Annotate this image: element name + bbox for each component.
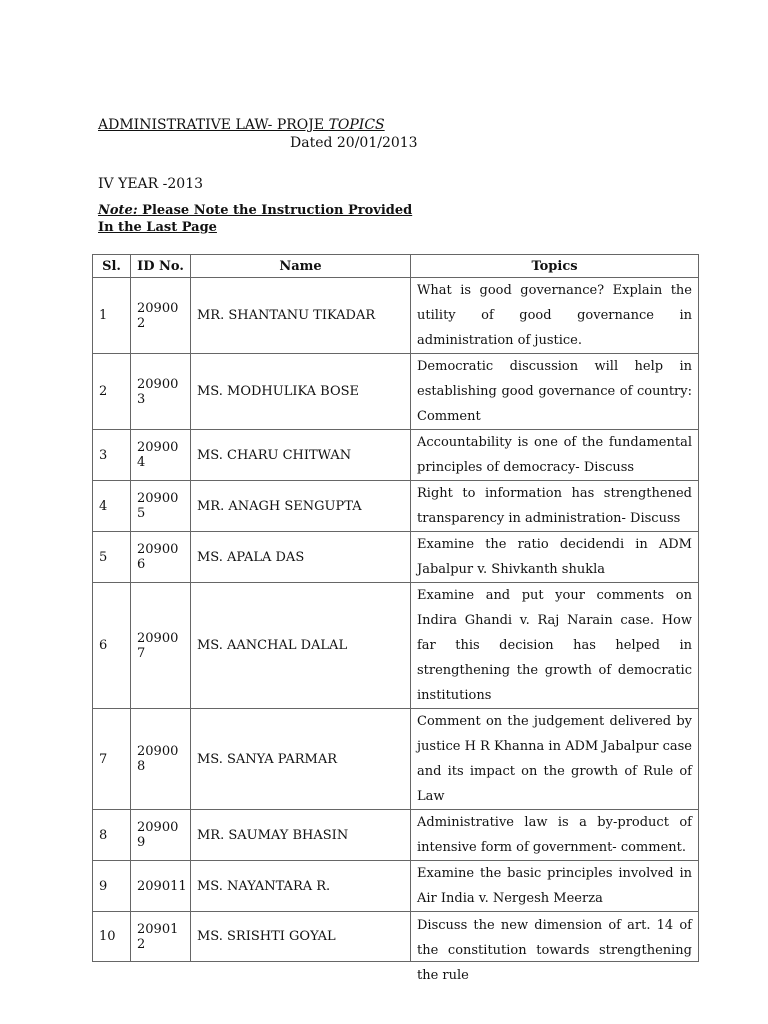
id-cell: 20900 8 — [131, 709, 191, 810]
table-row — [93, 709, 699, 810]
id-cell: 20900 4 — [131, 430, 191, 481]
topic-cell: Right to information has strengthened transparency in administration- Discuss — [411, 481, 699, 532]
name-cell: MR. ANAGH SENGUPTA — [191, 481, 411, 532]
name-cell: MS. APALA DAS — [191, 532, 411, 583]
topic-cell: Examine the ratio decidendi in ADM Jabalpur v. Shivkanth shukla — [411, 532, 699, 583]
topic-cell: Democratic discussion will help in establishing good governance of country: Comment — [411, 354, 699, 430]
year-line: IV YEAR -2013 — [98, 176, 204, 192]
topic-text: Discuss the new dimension of art. 14 of the constitution towards strengthening the rule — [417, 917, 692, 983]
topic-cell: Examine and put your comments on Indira Ghandi v. Raj Narain case. How far this decision has helped in strengthening the growth of democratic institutions — [411, 583, 699, 709]
note-text: Please Note the Instruction Provided In the Last Page — [98, 203, 413, 235]
column-header-name: Name — [191, 255, 411, 278]
name-cell: MS. SANYA PARMAR — [191, 709, 411, 810]
sl-cell: 3 — [93, 430, 131, 481]
note-label: Note: — [98, 203, 138, 218]
id-cell: 20900 3 — [131, 354, 191, 430]
id-cell: 20900 6 — [131, 532, 191, 583]
note-line — [98, 202, 418, 236]
topic-cell: What is good governance? Explain the utility of good governance in administration of justice. — [411, 278, 699, 354]
table-row — [93, 912, 699, 962]
table-row — [93, 583, 699, 709]
id-cell: 20901 2 — [131, 912, 191, 962]
sl-cell: 10 — [93, 912, 131, 962]
title-main: ADMINISTRATIVE LAW- PROJE — [98, 117, 329, 133]
sl-cell: 9 — [93, 861, 131, 912]
dated-line: Dated 20/01/2013 — [290, 135, 418, 151]
id-cell: 209011 — [131, 861, 191, 912]
table-row — [93, 430, 699, 481]
column-header-id: ID No. — [131, 255, 191, 278]
sl-cell: 5 — [93, 532, 131, 583]
table-row — [93, 354, 699, 430]
column-header-sl: Sl. — [93, 255, 131, 278]
document-title — [98, 117, 385, 133]
title-italic: TOPICS — [328, 117, 385, 133]
sl-cell: 2 — [93, 354, 131, 430]
name-cell: MS. MODHULIKA BOSE — [191, 354, 411, 430]
sl-cell: 6 — [93, 583, 131, 709]
topics-table — [92, 254, 699, 983]
topic-cell: Comment on the judgement delivered by justice H R Khanna in ADM Jabalpur case and its impact on the growth of Rule of Law — [411, 709, 699, 810]
table-row — [93, 810, 699, 861]
id-cell: 20900 5 — [131, 481, 191, 532]
name-cell: MS. AANCHAL DALAL — [191, 583, 411, 709]
id-cell: 20900 9 — [131, 810, 191, 861]
topic-cell: Administrative law is a by-product of intensive form of government- comment. — [411, 810, 699, 861]
name-cell: MR. SAUMAY BHASIN — [191, 810, 411, 861]
topic-cell — [411, 912, 699, 983]
table-row — [93, 532, 699, 583]
topic-cell: Accountability is one of the fundamental principles of democracy- Discuss — [411, 430, 699, 481]
table-row — [93, 861, 699, 912]
id-cell: 20900 2 — [131, 278, 191, 354]
topic-cell: Examine the basic principles involved in Air India v. Nergesh Meerza — [411, 861, 699, 912]
sl-cell: 8 — [93, 810, 131, 861]
name-cell: MR. SHANTANU TIKADAR — [191, 278, 411, 354]
sl-cell: 7 — [93, 709, 131, 810]
name-cell: MS. CHARU CHITWAN — [191, 430, 411, 481]
id-cell: 20900 7 — [131, 583, 191, 709]
name-cell: MS. NAYANTARA R. — [191, 861, 411, 912]
sl-cell: 1 — [93, 278, 131, 354]
table-header-row — [93, 255, 699, 278]
sl-cell: 4 — [93, 481, 131, 532]
name-cell: MS. SRISHTI GOYAL — [191, 912, 411, 962]
table-row — [93, 481, 699, 532]
table-row — [93, 278, 699, 354]
column-header-topics: Topics — [411, 255, 699, 278]
